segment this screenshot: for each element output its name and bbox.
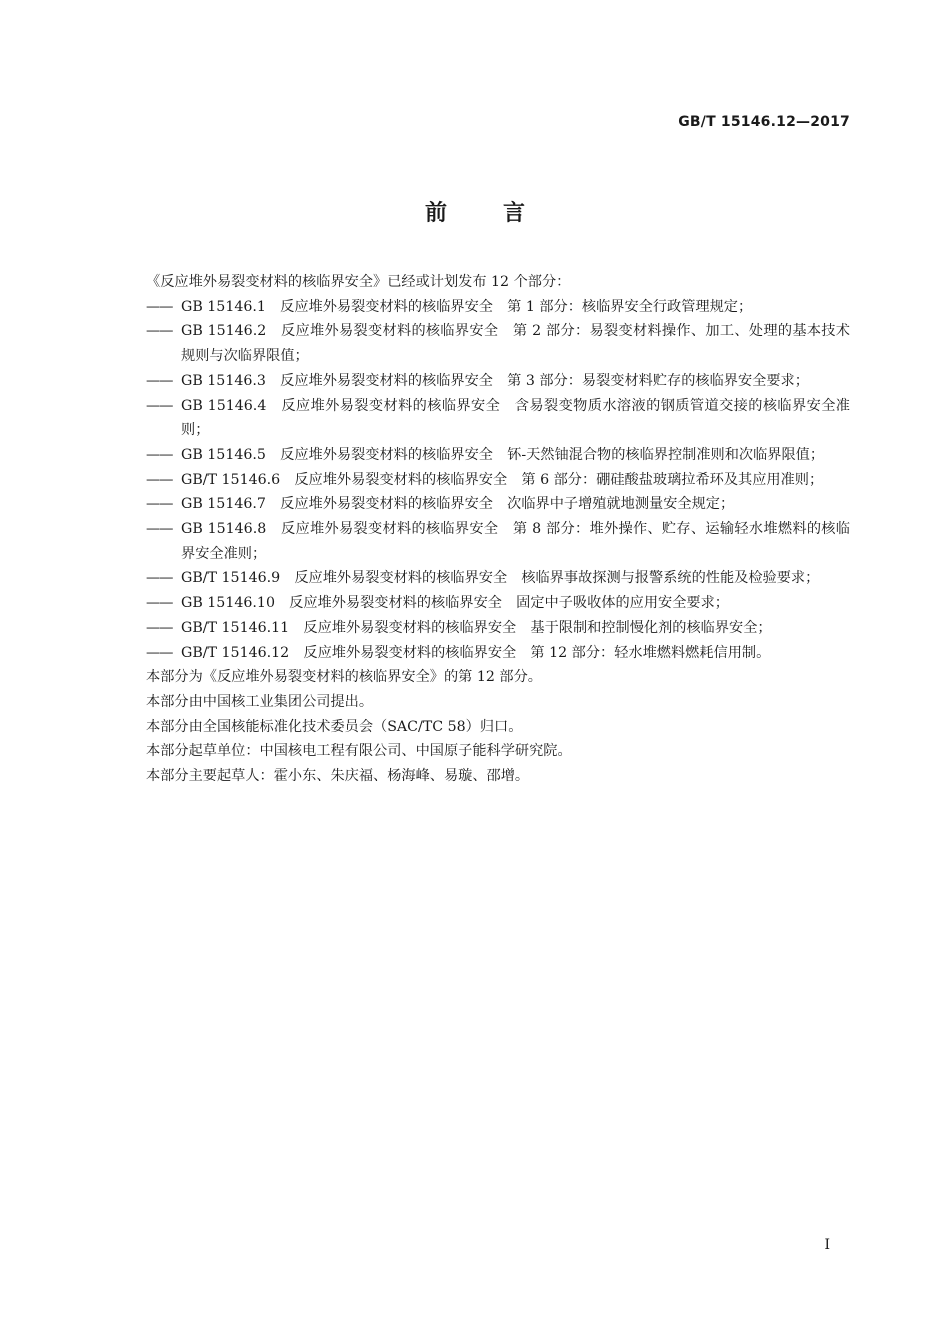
list-item	[146, 369, 850, 394]
list-item-text: GB 15146.8 反应堆外易裂变材料的核临界安全 第 8 部分：堆外操作、贮存、运输轻水堆燃料的核临界安全准则；	[181, 521, 850, 562]
page-title: 前言	[424, 201, 581, 226]
list-item	[146, 517, 850, 566]
list-item-text: GB/T 15146.12 反应堆外易裂变材料的核临界安全 第 12 部分：轻水堆燃料燃耗信用制。	[181, 644, 771, 661]
list-dash: ——	[146, 323, 173, 340]
list-item	[146, 492, 850, 517]
list-item-text: GB/T 15146.6 反应堆外易裂变材料的核临界安全 第 6 部分：硼硅酸盐玻璃拉希环及其应用准则；	[181, 471, 824, 488]
list-dash: ——	[146, 644, 173, 661]
list-item	[146, 566, 850, 591]
list-dash: ——	[146, 372, 173, 389]
list-item-text: GB/T 15146.11 反应堆外易裂变材料的核临界安全 基于限制和控制慢化剂的核临界安全；	[181, 619, 772, 636]
standard-number: GB/T 15146.12—2017	[678, 114, 850, 130]
list-dash: ——	[146, 619, 173, 636]
list-dash: ——	[146, 298, 173, 315]
list-dash: ——	[146, 397, 173, 414]
page-number: Ⅰ	[824, 1237, 830, 1253]
list-dash: ——	[146, 521, 173, 538]
statement-part-number: 本部分为《反应堆外易裂变材料的核临界安全》的第 12 部分。	[146, 669, 542, 686]
list-item	[146, 641, 850, 666]
statement-drafters: 本部分主要起草人：霍小东、朱庆福、杨海峰、易璇、邵增。	[146, 768, 530, 785]
list-item-text: GB/T 15146.9 反应堆外易裂变材料的核临界安全 核临界事故探测与报警系统的性能及检验要求；	[181, 570, 820, 587]
foreword-body	[146, 270, 850, 789]
list-item	[146, 295, 850, 320]
list-item	[146, 394, 850, 443]
statement-proposer: 本部分由中国核工业集团公司提出。	[146, 693, 374, 710]
list-dash: ——	[146, 496, 173, 513]
list-item-text: GB 15146.7 反应堆外易裂变材料的核临界安全 次临界中子增殖就地测量安全规定；	[181, 496, 735, 513]
list-item-text: GB 15146.3 反应堆外易裂变材料的核临界安全 第 3 部分：易裂变材料贮存的核临界安全要求；	[181, 372, 809, 389]
list-item	[146, 443, 850, 468]
list-item-text: GB 15146.4 反应堆外易裂变材料的核临界安全 含易裂变物质水溶液的钢质管道交接的核临界安全准则；	[181, 397, 850, 439]
list-item-text: GB 15146.5 反应堆外易裂变材料的核临界安全 钚-天然铀混合物的核临界控制准则和次临界限值；	[181, 446, 825, 463]
statement-committee: 本部分由全国核能标准化技术委员会（SAC/TC 58）归口。	[146, 718, 523, 735]
list-item	[146, 319, 850, 368]
list-item	[146, 616, 850, 641]
list-dash: ——	[146, 471, 173, 488]
list-dash: ——	[146, 595, 173, 612]
list-item-text: GB 15146.10 反应堆外易裂变材料的核临界安全 固定中子吸收体的应用安全要求；	[181, 595, 729, 612]
intro-paragraph: 《反应堆外易裂变材料的核临界安全》已经或计划发布 12 个部分：	[146, 274, 571, 290]
list-dash: ——	[146, 570, 173, 587]
statement-drafting-units: 本部分起草单位：中国核电工程有限公司、中国原子能科学研究院。	[146, 743, 572, 760]
list-item	[146, 468, 850, 493]
list-item-text: GB 15146.1 反应堆外易裂变材料的核临界安全 第 1 部分：核临界安全行政管理规定；	[181, 298, 753, 315]
list-dash: ——	[146, 446, 173, 463]
list-item	[146, 591, 850, 616]
list-item-text: GB 15146.2 反应堆外易裂变材料的核临界安全 第 2 部分：易裂变材料操作、加工、处理的基本技术规则与次临界限值；	[181, 323, 850, 365]
